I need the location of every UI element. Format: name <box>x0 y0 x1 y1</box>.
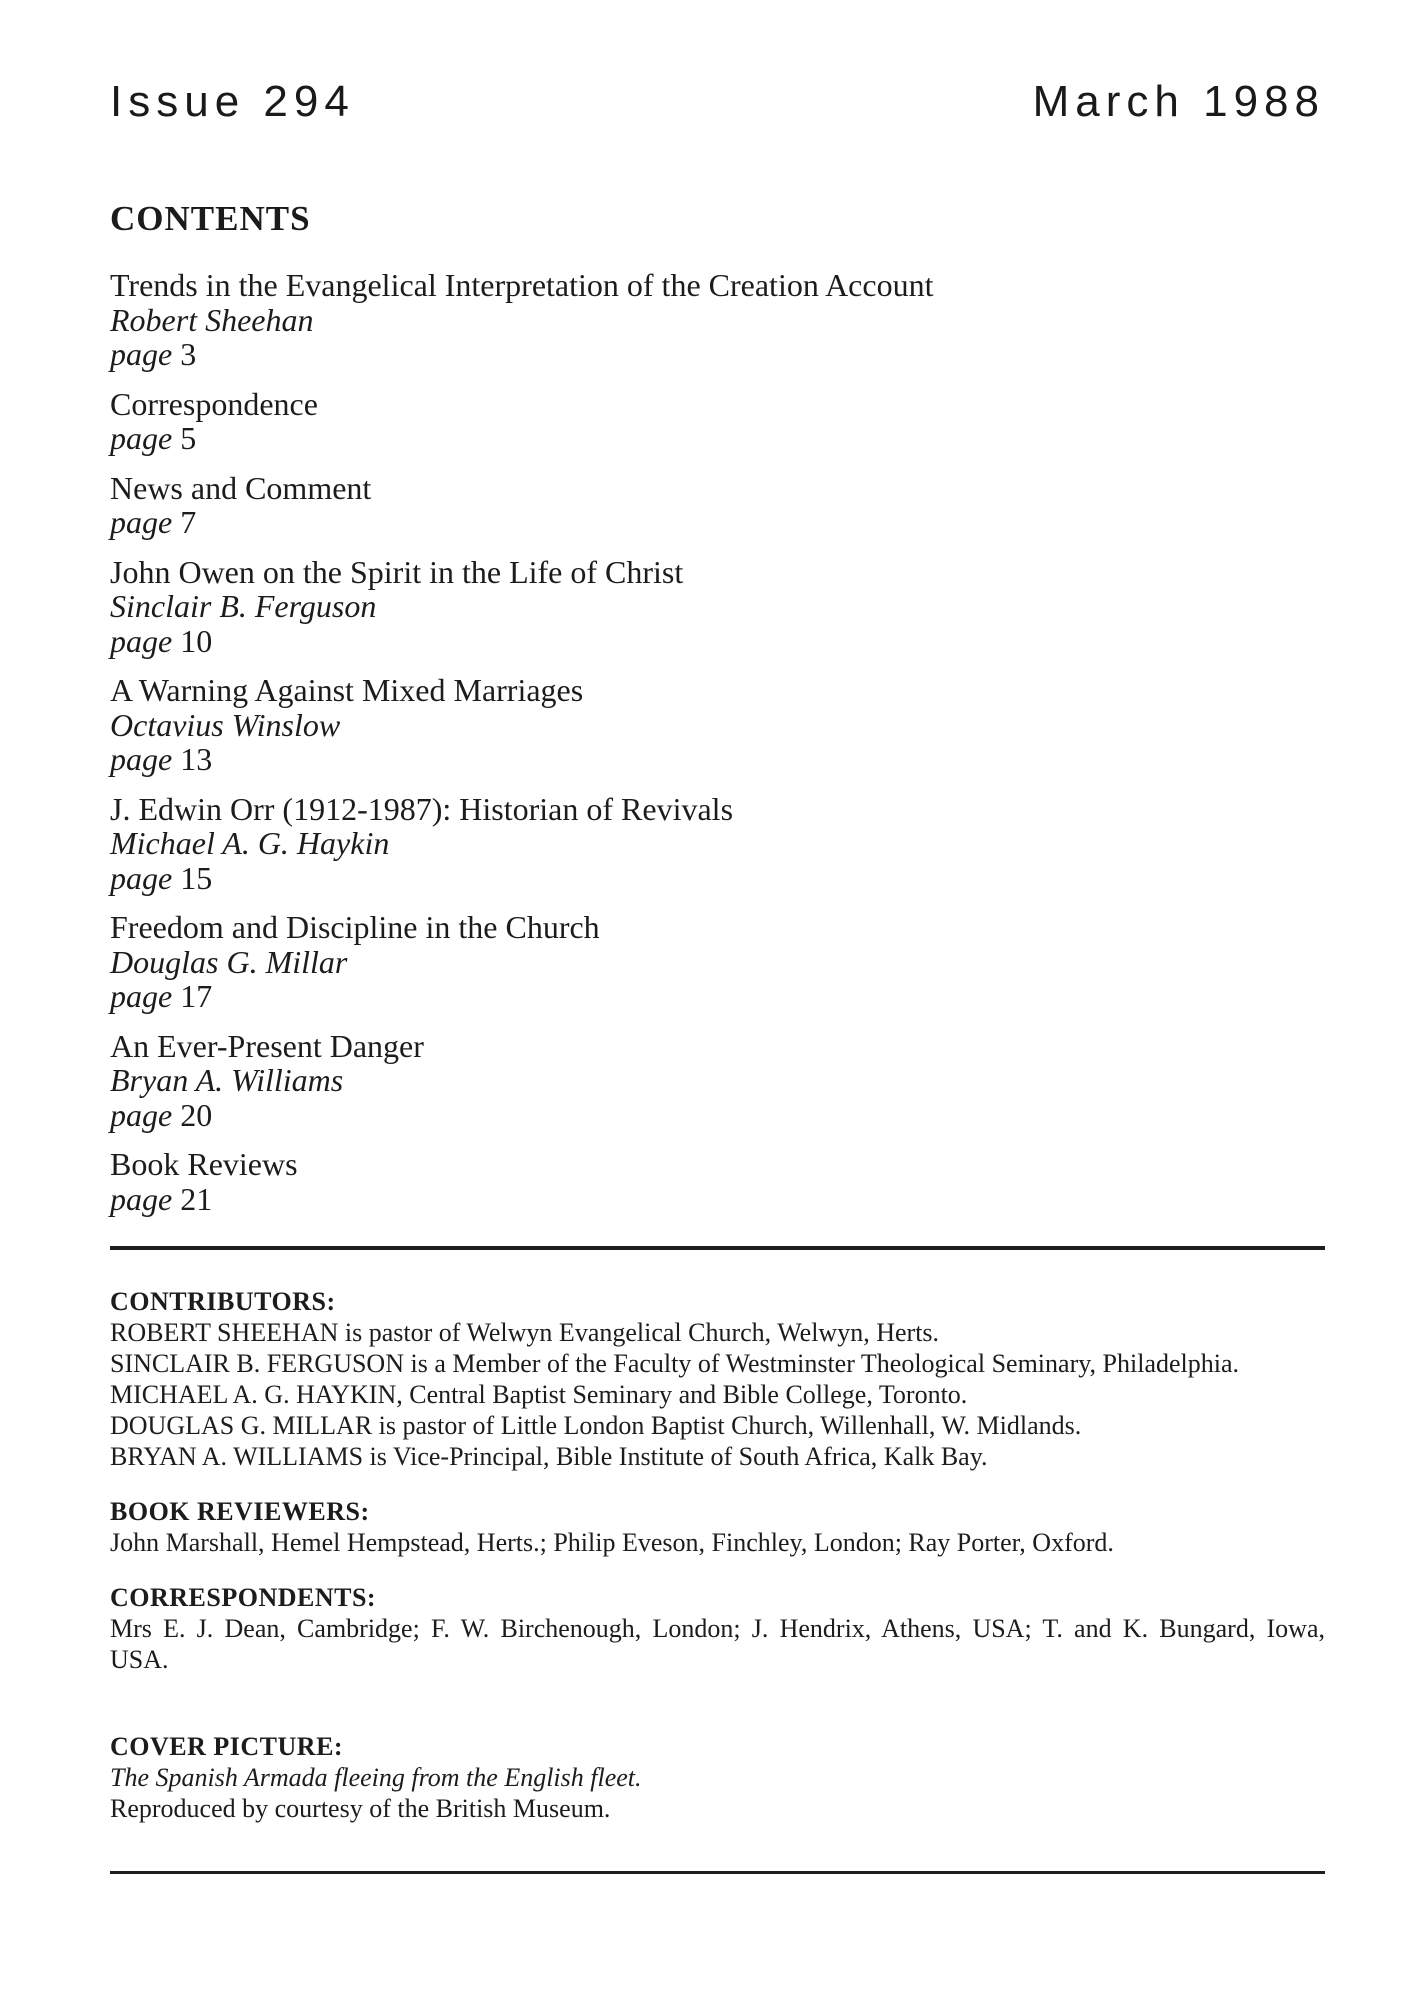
toc-item <box>110 910 1325 1014</box>
article-author: Douglas G. Millar <box>110 943 348 980</box>
info-sections <box>110 1286 1325 1824</box>
info-section <box>110 1286 1325 1472</box>
article-page <box>110 742 1325 777</box>
info-section <box>110 1582 1325 1675</box>
toc-item <box>110 1029 1325 1133</box>
toc-item <box>110 792 1325 896</box>
page-number: 10 <box>180 622 213 659</box>
section-line: Reproduced by courtesy of the British Museum. <box>110 1794 611 1823</box>
article-author: Sinclair B. Ferguson <box>110 588 377 624</box>
article-author: Michael A. G. Haykin <box>110 825 390 861</box>
page-number: 13 <box>180 741 213 777</box>
article-title: Correspondence <box>110 385 318 422</box>
page-number: 7 <box>180 504 197 540</box>
divider-rule-top <box>110 1246 1325 1250</box>
article-page <box>110 505 1325 540</box>
info-section <box>110 1731 1325 1824</box>
article-title: Freedom and Discipline in the Church <box>110 909 600 945</box>
section-line: SINCLAIR B. FERGUSON is a Member of the Faculty of Westminster Theological Seminary, Philadelphia. <box>110 1349 1240 1378</box>
page-word: page <box>110 622 173 659</box>
divider-rule-bottom <box>110 1871 1325 1874</box>
issue-number: Issue 294 <box>110 77 355 126</box>
table-of-contents <box>110 268 1325 1216</box>
article-title: Book Reviews <box>110 1146 298 1182</box>
section-line: Mrs E. J. Dean, Cambridge; F. W. Birchenough, London; J. Hendrix, Athens, USA; T. and K. Bungard, Iowa, <box>110 1614 1325 1643</box>
article-page <box>110 624 1325 659</box>
page-word: page <box>110 420 173 456</box>
article-author: Octavius Winslow <box>110 706 341 743</box>
issue-date: March 1988 <box>1032 77 1325 126</box>
article-author: Bryan A. Williams <box>110 1062 344 1098</box>
page-word: page <box>110 1096 173 1133</box>
section-line: DOUGLAS G. MILLAR is pastor of Little London Baptist Church, Willenhall, W. Midlands. <box>110 1411 1082 1440</box>
page-word: page <box>110 504 173 540</box>
section-line: BRYAN A. WILLIAMS is Vice-Principal, Bible Institute of South Africa, Kalk Bay. <box>110 1442 988 1471</box>
toc-item <box>110 387 1325 456</box>
section-line: USA. <box>110 1645 169 1674</box>
article-title: An Ever-Present Danger <box>110 1027 424 1064</box>
page-number: 20 <box>180 1096 213 1133</box>
article-title: Trends in the Evangelical Interpretation of the Creation Account <box>110 267 934 303</box>
section-heading: COVER PICTURE: <box>110 1732 344 1761</box>
page-number: 21 <box>180 1180 213 1217</box>
article-page <box>110 421 1325 456</box>
page-word: page <box>110 336 173 372</box>
article-title: J. Edwin Orr (1912-1987): Historian of Revivals <box>110 790 734 827</box>
article-page <box>110 979 1325 1014</box>
page-word: page <box>110 1180 173 1217</box>
section-line: MICHAEL A. G. HAYKIN, Central Baptist Seminary and Bible College, Toronto. <box>110 1380 968 1409</box>
article-page <box>110 861 1325 896</box>
article-page <box>110 1182 1325 1217</box>
page-word: page <box>110 978 173 1014</box>
section-heading: CORRESPONDENTS: <box>110 1583 377 1612</box>
section-line: ROBERT SHEEHAN is pastor of Welwyn Evangelical Church, Welwyn, Herts. <box>110 1318 940 1347</box>
article-page <box>110 337 1325 372</box>
toc-item <box>110 555 1325 659</box>
section-line: John Marshall, Hemel Hempstead, Herts.; Philip Eveson, Finchley, London; Ray Porter, Oxford. <box>110 1528 1114 1557</box>
page-number: 5 <box>180 420 197 456</box>
article-title: John Owen on the Spirit in the Life of Christ <box>110 553 684 590</box>
toc-item <box>110 268 1325 372</box>
article-page <box>110 1098 1325 1133</box>
article-title: A Warning Against Mixed Marriages <box>110 672 584 708</box>
article-title: News and Comment <box>110 469 372 506</box>
toc-item <box>110 1147 1325 1216</box>
masthead <box>110 77 1325 126</box>
section-heading: BOOK REVIEWERS: <box>110 1497 370 1526</box>
article-author: Robert Sheehan <box>110 301 314 338</box>
page-number: 3 <box>180 336 197 372</box>
contents-heading: CONTENTS <box>110 199 311 238</box>
page-word: page <box>110 859 173 896</box>
info-section <box>110 1496 1325 1558</box>
section-line: The Spanish Armada fleeing from the English fleet. <box>110 1763 642 1792</box>
page-word: page <box>110 741 173 777</box>
toc-item <box>110 673 1325 777</box>
toc-item <box>110 471 1325 540</box>
page-number: 15 <box>180 859 213 896</box>
section-heading: CONTRIBUTORS: <box>110 1287 336 1316</box>
page-number: 17 <box>180 978 213 1014</box>
